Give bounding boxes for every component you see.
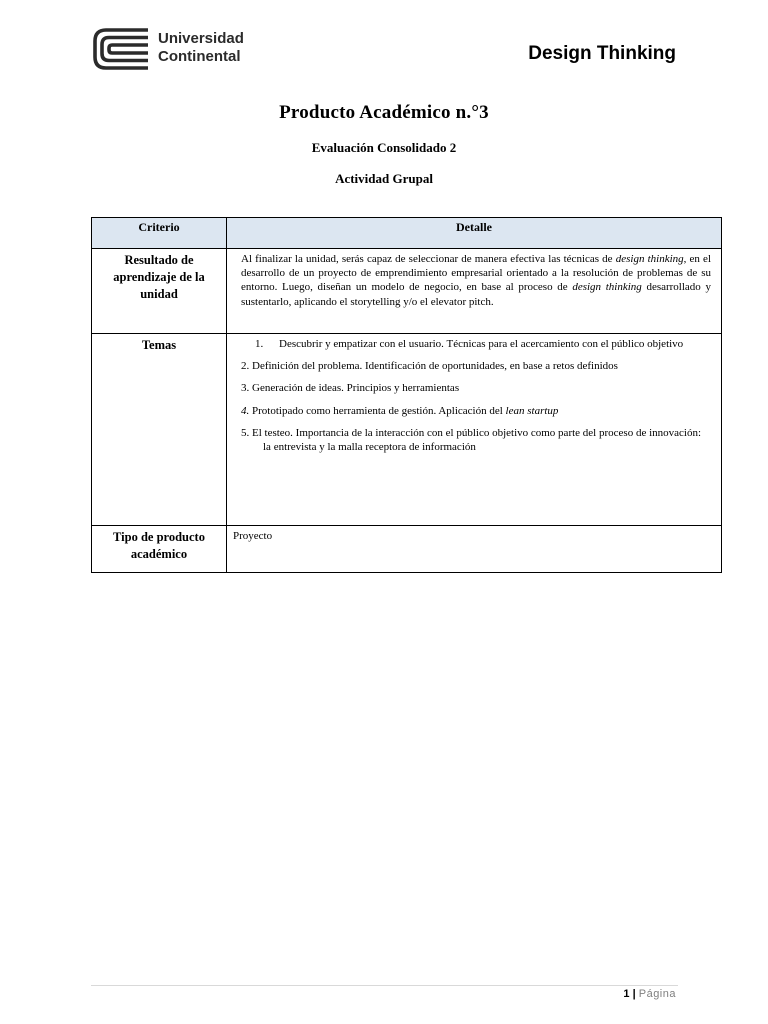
table-header-row [92,218,722,249]
footer-divider [91,985,678,986]
resultado-text-1: Al finalizar la unidad, serás capaz de seleccionar de manera efectiva las técnicas de [241,253,616,265]
university-name-line1: Universidad [158,30,244,47]
tema-item-3: 3. Generación de ideas. Principios y herramientas [241,382,460,395]
university-logo [92,27,252,71]
page-footer [623,988,676,1000]
footer-separator: | [632,988,636,1000]
document-subtitle-activity: Actividad Grupal [335,171,433,186]
course-title: Design Thinking [528,43,676,64]
university-name-line2: Continental [158,48,241,65]
detalle-resultado [227,249,722,334]
tema-1-number: 1. [255,338,264,350]
resultado-text-4: design thinking [572,281,642,294]
header-criterio: Criterio [92,218,227,249]
resultado-text-5: desarrollado y sustentarlo, aplicando el storytelling y/o el elevator pitch. [241,281,711,308]
university-logo-icon [92,27,152,71]
criterio-temas: Temas [92,334,227,526]
detalle-temas [227,334,722,526]
tema-4-number: 4. [241,404,250,417]
tema-item-2: 2. Definición del problema. Identificación de oportunidades, en base a retos definidos [241,360,618,373]
page-number: 1 [623,988,630,1000]
resultado-text-3: , en el desarrollo de un proyecto de emprendimiento empresarial orientado a la resolución de problemas de su entorno. Luego, diseñan un modelo de negocio, en base al proceso de [241,253,711,294]
tema-4-text: Prototipado como herramienta de gestión. Aplicación del [249,404,506,417]
document-title: Producto Académico n.°3 [279,102,489,123]
tema-item-5: 5. El testeo. Importancia de la interacción con el público objetivo como parte del proceso de innovación: la entrevista y la malla receptora de información [241,426,702,454]
table-row-resultado [92,249,722,334]
tema-item-1 [241,337,711,351]
page-label: Página [638,988,676,1000]
resultado-text-2: design thinking [615,253,684,265]
document-subtitle-evaluation: Evaluación Consolidado 2 [311,140,457,155]
university-name [158,30,244,66]
table-row-temas [92,334,722,526]
detalle-tipo: Proyecto [227,526,722,573]
tema-item-4 [241,404,711,418]
header-detalle: Detalle [227,218,722,249]
tema-1-text: Descubrir y empatizar con el usuario. Técnicas para el acercamiento con el público objetivo [279,338,684,350]
tema-4-italic: lean startup [505,404,559,417]
criterio-resultado: Resultado de aprendizaje de la unidad [92,249,227,334]
table-row-tipo [92,526,722,573]
criteria-table [91,217,722,573]
criterio-tipo: Tipo de producto académico [92,526,227,573]
